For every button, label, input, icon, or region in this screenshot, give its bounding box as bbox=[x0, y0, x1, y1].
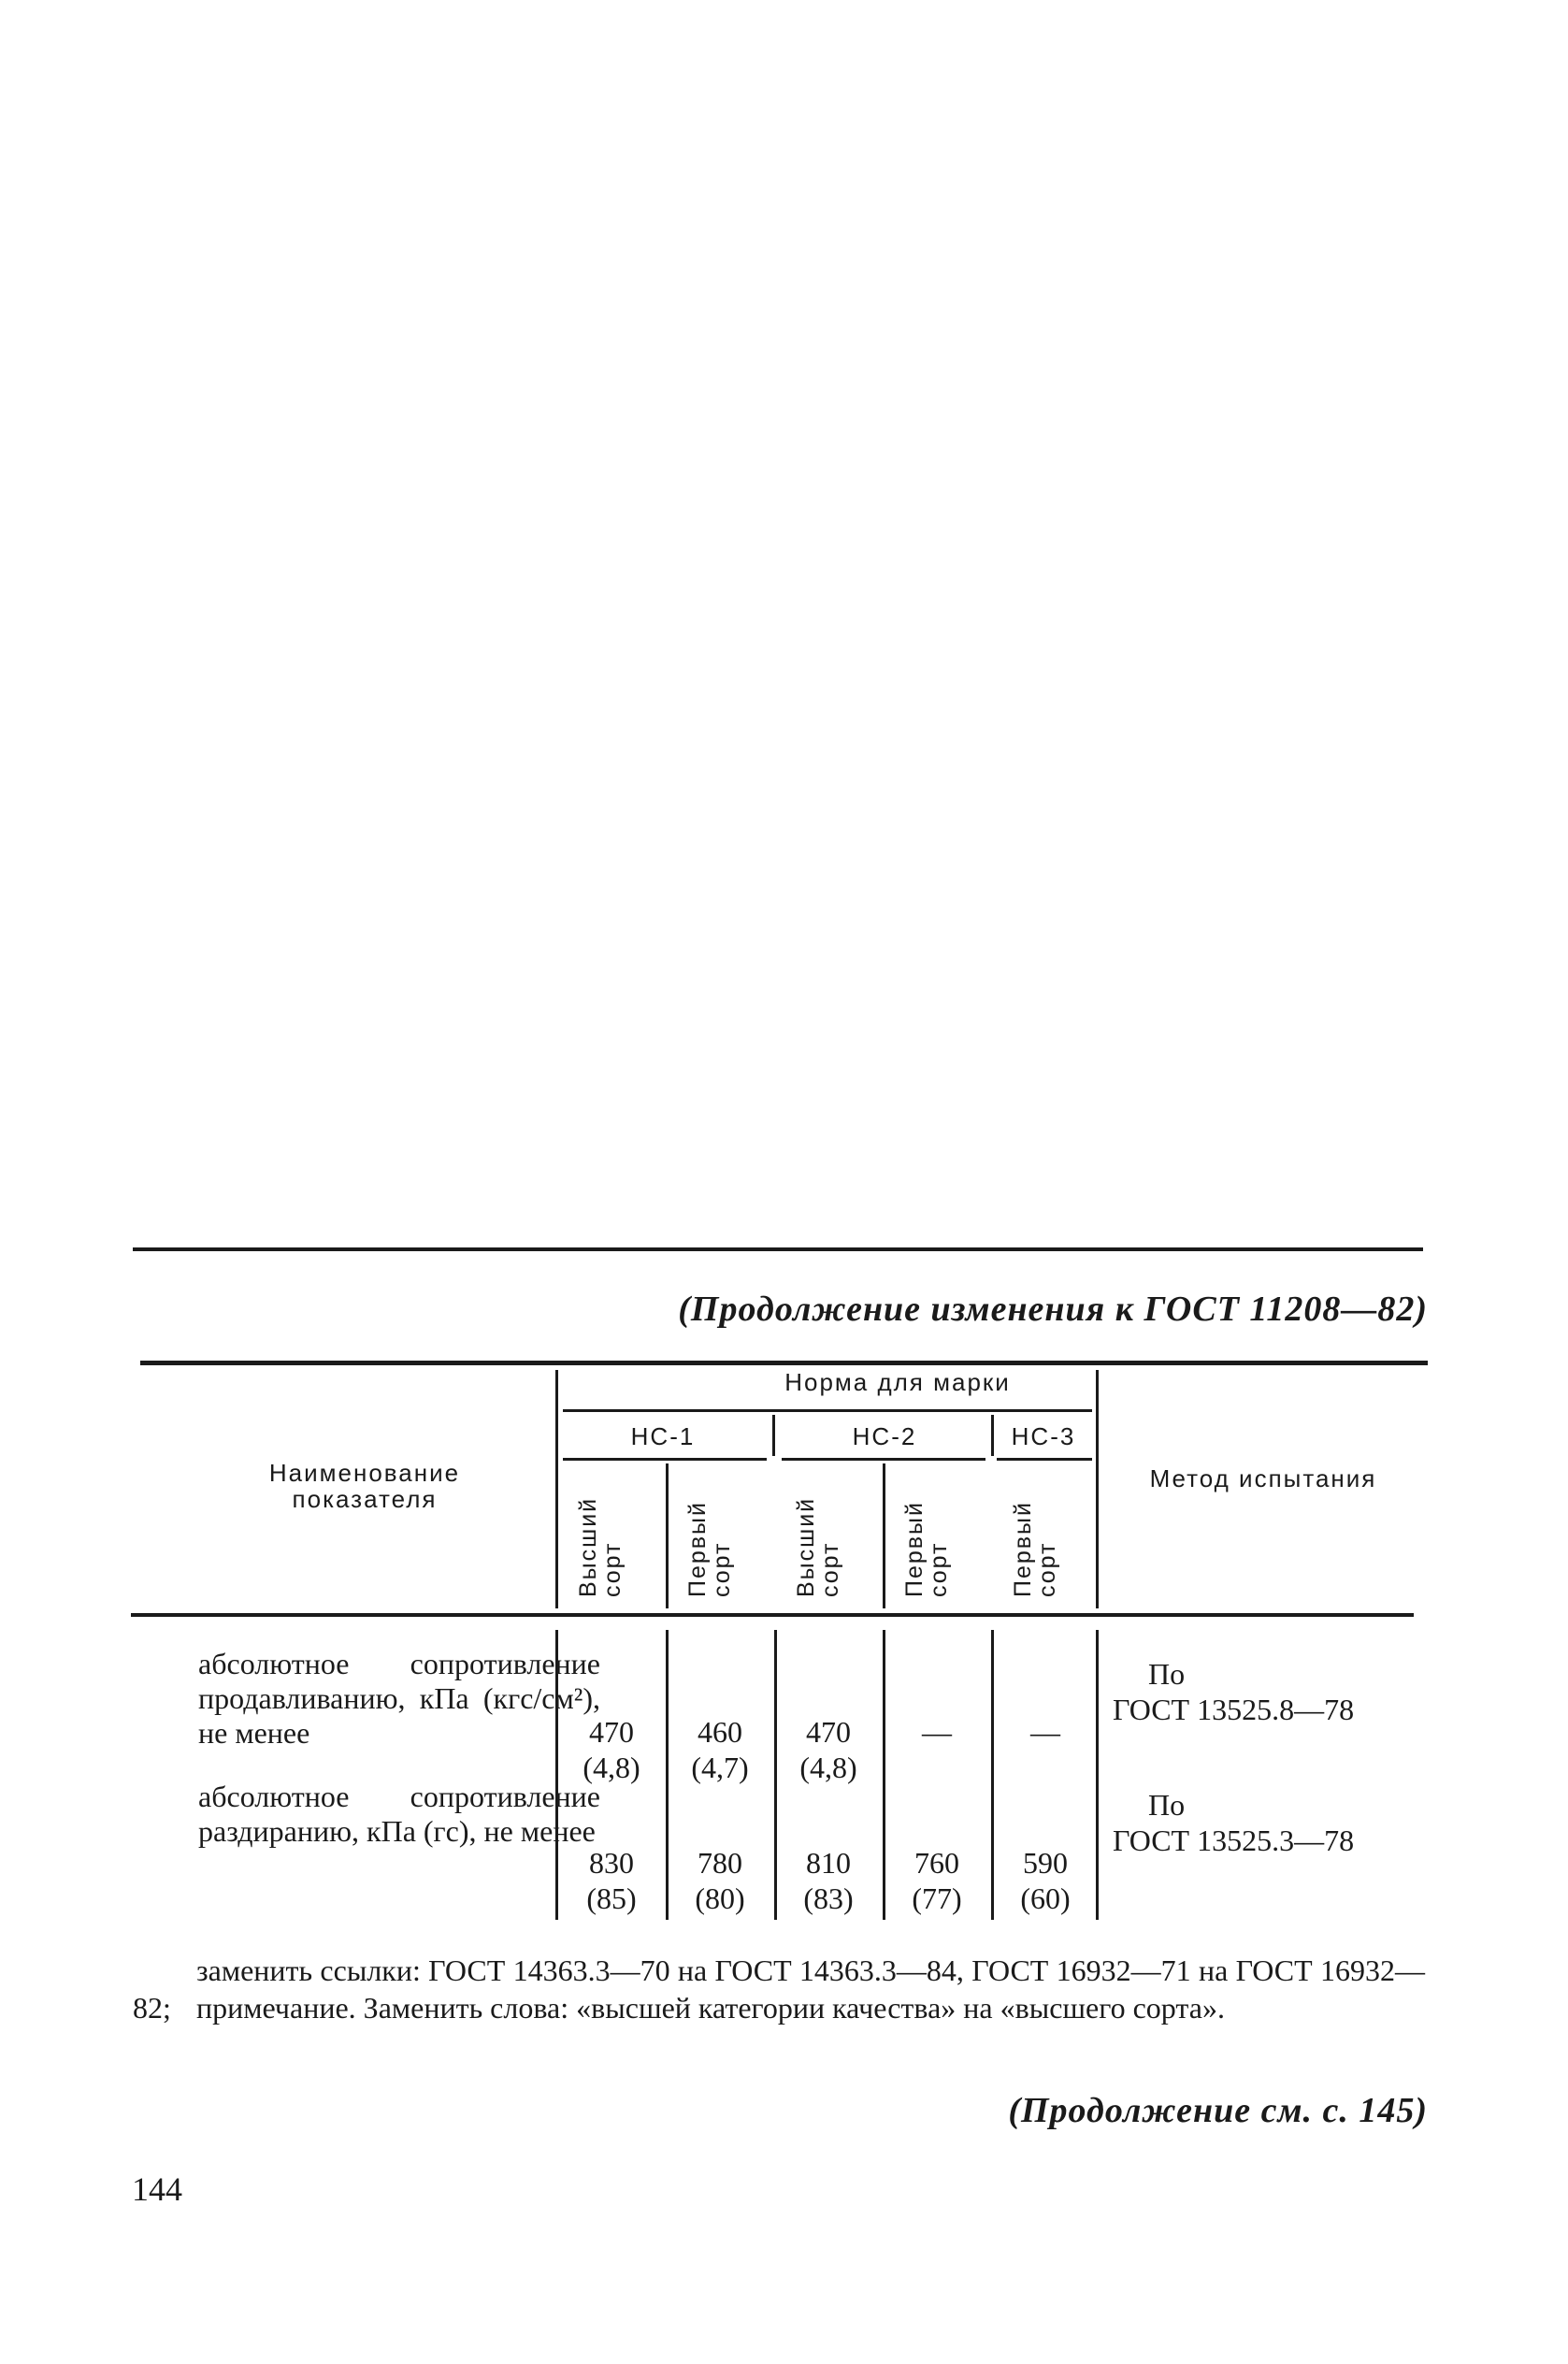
header-mark-hc3: НС-3 bbox=[1011, 1422, 1076, 1450]
value-cell: 780 bbox=[698, 1846, 742, 1880]
value-cell: 470 bbox=[589, 1715, 634, 1749]
value-subcell: (80) bbox=[695, 1881, 745, 1915]
continuation-heading: (Продолжение изменения к ГОСТ 11208—82) bbox=[678, 1290, 1428, 1329]
paragraph-replace-refs: заменить ссылки: ГОСТ 14363.3—70 на ГОСТ 14363.3—84, ГОСТ 16932—71 на ГОСТ 16932—82; bbox=[133, 1953, 1425, 2025]
header-mark-hc2: НС-2 bbox=[852, 1422, 917, 1450]
page-top-rule bbox=[133, 1247, 1423, 1251]
row-label-tearing: абсолютное сопротивление раздиранию, кПа (гс), не менее bbox=[198, 1780, 600, 1848]
method-cell-tearing bbox=[1113, 1787, 1421, 1858]
value-cell: 760 bbox=[914, 1846, 959, 1880]
value-subcell: (4,7) bbox=[691, 1751, 749, 1784]
header-grade: Высший сорт bbox=[793, 1496, 843, 1597]
header-indicator-name: Наименование показателя bbox=[268, 1459, 461, 1513]
header-grade: Первый сорт bbox=[1010, 1501, 1060, 1597]
header-norm-title: Норма для марки bbox=[784, 1368, 1011, 1396]
method-cell-puncture bbox=[1113, 1656, 1421, 1727]
header-divider bbox=[772, 1415, 775, 1456]
header-divider bbox=[666, 1463, 669, 1608]
row-label-puncture: абсолютное сопротивление продавливанию, кПа (кгс/см²), не менее bbox=[198, 1647, 600, 1750]
table-header-rule bbox=[131, 1613, 1414, 1617]
value-cell: 590 bbox=[1023, 1846, 1068, 1880]
paragraph-note: примечание. Заменить слова: «высшей категории качества» на «высшего сорта». bbox=[196, 1991, 1225, 2025]
value-cell: 460 bbox=[698, 1715, 742, 1749]
value-subcell: (83) bbox=[803, 1881, 854, 1915]
method-reference: ГОСТ 13525.3—78 bbox=[1113, 1823, 1355, 1857]
column-divider bbox=[774, 1630, 777, 1920]
method-prefix: По bbox=[1148, 1788, 1186, 1822]
header-divider bbox=[563, 1409, 1092, 1412]
header-divider bbox=[883, 1463, 885, 1608]
value-cell: 810 bbox=[806, 1846, 851, 1880]
column-divider bbox=[666, 1630, 669, 1920]
value-subcell: (77) bbox=[912, 1881, 962, 1915]
header-grade: Первый сорт bbox=[684, 1501, 735, 1597]
table-top-rule bbox=[140, 1361, 1428, 1365]
header-divider bbox=[991, 1415, 994, 1456]
header-divider bbox=[1096, 1370, 1099, 1608]
method-reference: ГОСТ 13525.8—78 bbox=[1113, 1693, 1355, 1726]
value-subcell: (4,8) bbox=[799, 1751, 857, 1784]
value-cell: 830 bbox=[589, 1846, 634, 1880]
column-divider bbox=[1096, 1630, 1099, 1920]
value-subcell: (4,8) bbox=[583, 1751, 640, 1784]
value-cell: — bbox=[1030, 1715, 1060, 1749]
value-subcell: (85) bbox=[586, 1881, 637, 1915]
header-grade: Высший сорт bbox=[575, 1496, 626, 1597]
header-divider bbox=[555, 1370, 558, 1608]
value-cell: 470 bbox=[806, 1715, 851, 1749]
continuation-footer: (Продолжение см. с. 145) bbox=[1008, 2091, 1428, 2130]
value-cell: — bbox=[922, 1715, 952, 1749]
page-number: 144 bbox=[132, 2170, 182, 2208]
column-divider bbox=[991, 1630, 994, 1920]
column-divider bbox=[883, 1630, 885, 1920]
header-grade: Первый сорт bbox=[901, 1501, 952, 1597]
header-mark-hc1: НС-1 bbox=[630, 1422, 696, 1450]
header-method: Метод испытания bbox=[1149, 1464, 1377, 1492]
value-subcell: (60) bbox=[1020, 1881, 1071, 1915]
method-prefix: По bbox=[1148, 1657, 1186, 1691]
